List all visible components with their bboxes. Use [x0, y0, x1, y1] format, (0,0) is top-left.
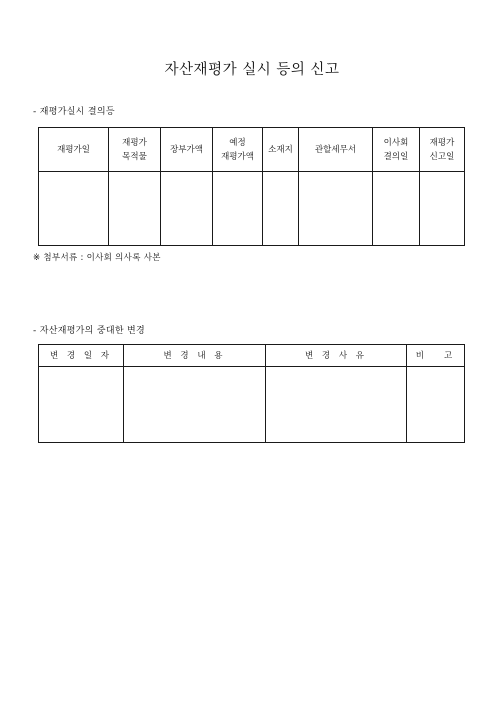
header-revaluation-date: 재평가일: [39, 128, 109, 172]
header-expected-revaluation: 예정 재평가액: [213, 128, 263, 172]
changes-table: [38, 344, 465, 443]
header-change-date: 변 경 일 자: [39, 345, 124, 367]
cell-revaluation-date[interactable]: [39, 172, 109, 246]
cell-remarks[interactable]: [407, 367, 465, 443]
cell-tax-office[interactable]: [299, 172, 373, 246]
cell-expected-revaluation[interactable]: [213, 172, 263, 246]
header-remarks: 비 고: [407, 345, 465, 367]
cell-location[interactable]: [263, 172, 299, 246]
revaluation-table: [38, 127, 465, 246]
table-header-row: [39, 345, 465, 367]
section-label-changes: - 자산재평가의 중대한 변경: [33, 326, 145, 336]
table-header-row: [39, 128, 465, 172]
header-tax-office: 관할세무서: [299, 128, 373, 172]
cell-change-date[interactable]: [39, 367, 124, 443]
document-title: 자산재평가 실시 등의 신고: [164, 62, 340, 78]
header-book-value: 장부가액: [161, 128, 213, 172]
cell-change-content[interactable]: [124, 367, 266, 443]
attachment-note: ※ 첨부서류 : 이사회 의사록 사본: [33, 253, 161, 263]
header-board-resolution-date: 이사회 결의일: [373, 128, 420, 172]
cell-change-reason[interactable]: [266, 367, 407, 443]
cell-revaluation-target[interactable]: [109, 172, 161, 246]
header-location: 소재지: [263, 128, 299, 172]
section-label-revaluation: - 재평가실시 결의등: [33, 107, 115, 117]
header-revaluation-target: 재평가 목적물: [109, 128, 161, 172]
cell-book-value[interactable]: [161, 172, 213, 246]
header-report-date: 재평가 신고일: [420, 128, 465, 172]
cell-report-date[interactable]: [420, 172, 465, 246]
header-change-reason: 변 경 사 유: [266, 345, 407, 367]
table-row: [39, 367, 465, 443]
table-row: [39, 172, 465, 246]
cell-board-resolution-date[interactable]: [373, 172, 420, 246]
header-change-content: 변 경 내 용: [124, 345, 266, 367]
